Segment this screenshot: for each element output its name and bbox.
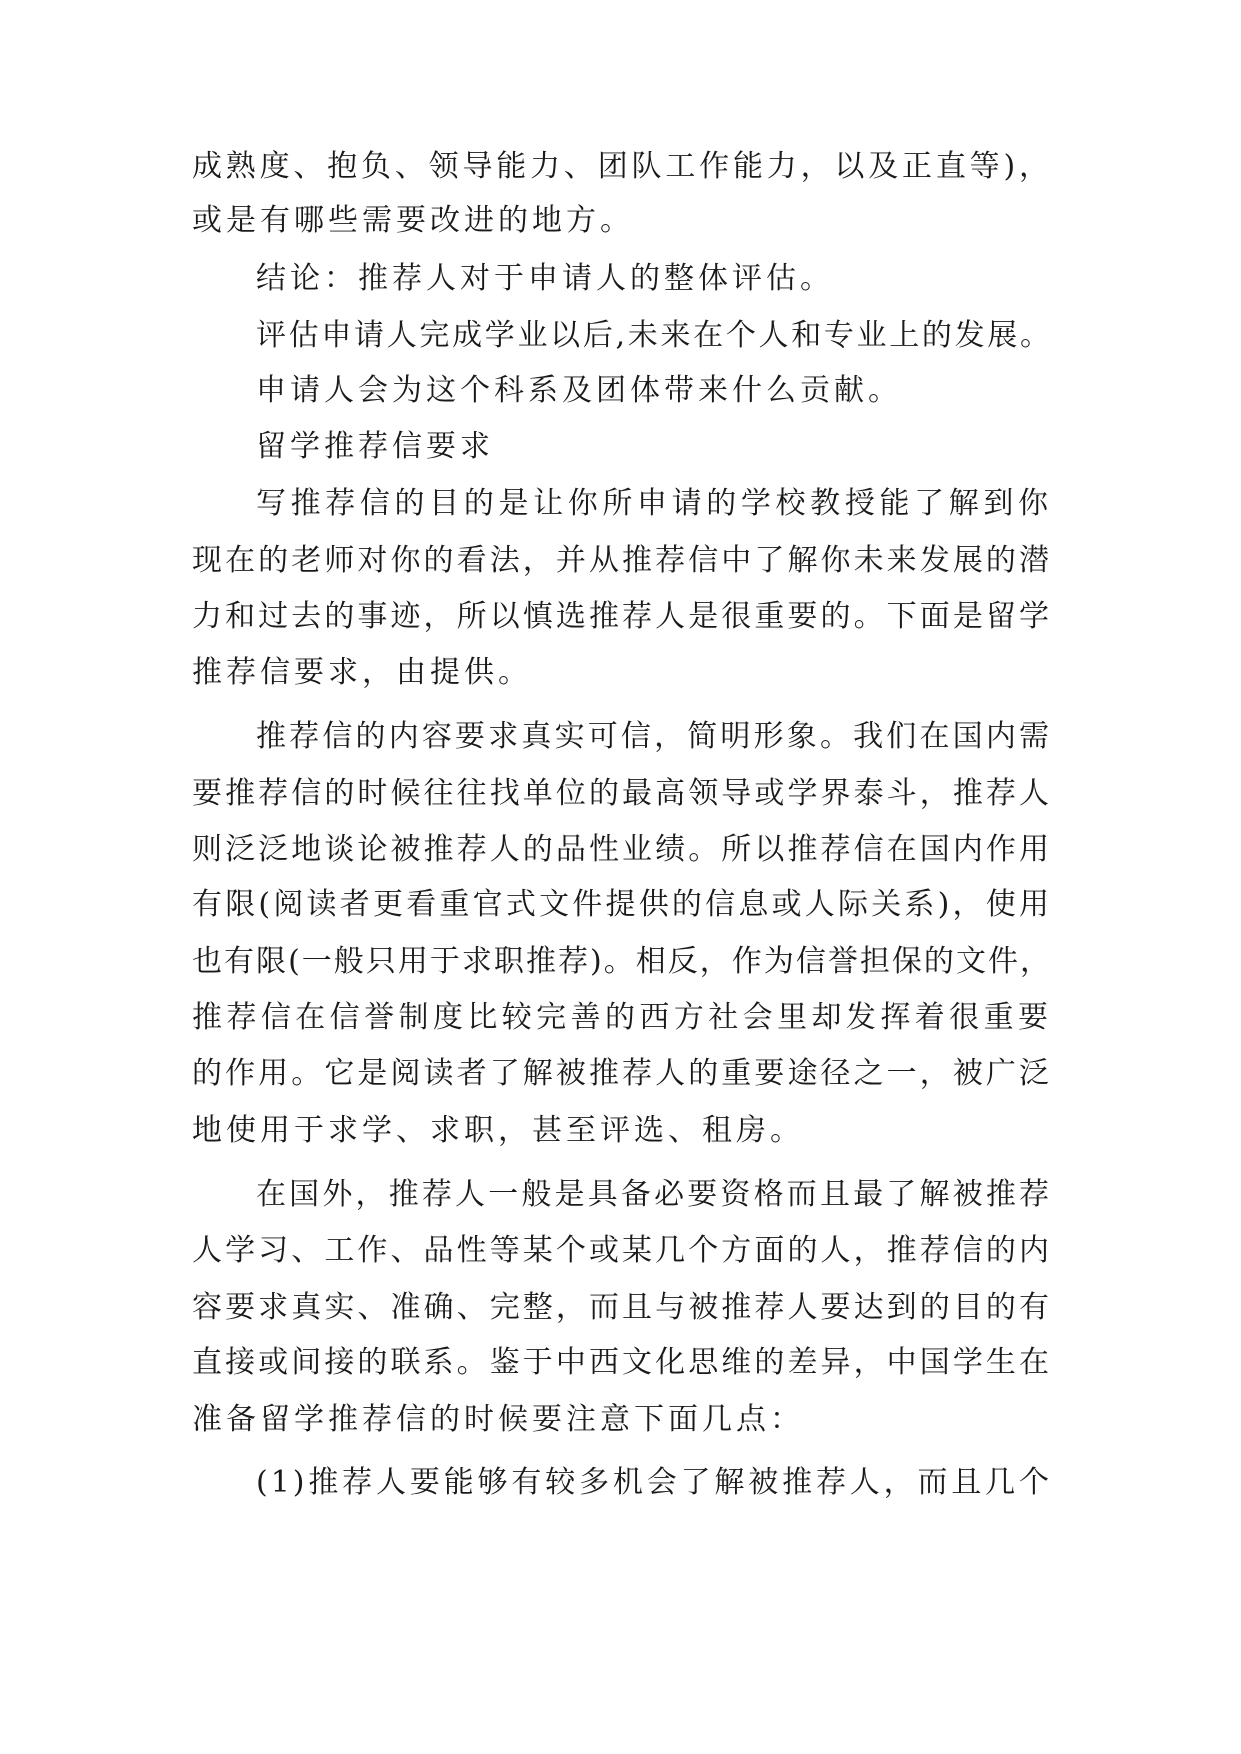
text-line: 则泛泛地谈论被推荐人的品性业绩。所以推荐信在国内作用: [192, 832, 1052, 867]
text-line: 人学习、工作、品性等某个或某几个方面的人，推荐信的内: [192, 1233, 1052, 1268]
text-line: 评估申请人完成学业以后,未来在个人和专业上的发展。: [256, 318, 1052, 353]
text-line: 有限(阅读者更看重官式文件提供的信息或人际关系)，使用: [192, 887, 1052, 922]
text-line: 要推荐信的时候往往找单位的最高领导或学界泰斗，推荐人: [192, 776, 1052, 811]
text-line: 推荐信的内容要求真实可信，简明形象。我们在国内需: [256, 719, 1052, 754]
text-line: 推荐信要求，由提供。: [192, 655, 532, 690]
text-line: 直接或间接的联系。鉴于中西文化思维的差异，中国学生在: [192, 1345, 1052, 1380]
text-line: 容要求真实、准确、完整，而且与被推荐人要达到的目的有: [192, 1290, 1052, 1325]
text-line: 推荐信在信誉制度比较完善的西方社会里却发挥着很重要: [192, 1000, 1052, 1035]
text-line: (1)推荐人要能够有较多机会了解被推荐人，而且几个: [256, 1465, 1052, 1500]
text-line: 结论：推荐人对于申请人的整体评估。: [256, 261, 834, 296]
section-heading: 留学推荐信要求: [256, 429, 494, 464]
text-line: 也有限(一般只用于求职推荐)。相反，作为信誉担保的文件，: [192, 944, 1052, 979]
text-line: 地使用于求学、求职，甚至评选、租房。: [192, 1113, 804, 1148]
text-line: 现在的老师对你的看法，并从推荐信中了解你未来发展的潜: [192, 543, 1052, 578]
text-line: 申请人会为这个科系及团体带来什么贡献。: [256, 373, 902, 408]
text-line: 力和过去的事迹，所以慎选推荐人是很重要的。下面是留学: [192, 599, 1052, 634]
text-line: 准备留学推荐信的时候要注意下面几点：: [192, 1402, 804, 1437]
text-line: 在国外，推荐人一般是具备必要资格而且最了解被推荐: [256, 1177, 1052, 1212]
text-line: 或是有哪些需要改进的地方。: [192, 203, 634, 238]
text-line: 成熟度、抱负、领导能力、团队工作能力，以及正直等)，: [192, 149, 1052, 184]
text-line: 的作用。它是阅读者了解被推荐人的重要途径之一，被广泛: [192, 1056, 1052, 1091]
text-line: 写推荐信的目的是让你所申请的学校教授能了解到你: [256, 486, 1052, 521]
